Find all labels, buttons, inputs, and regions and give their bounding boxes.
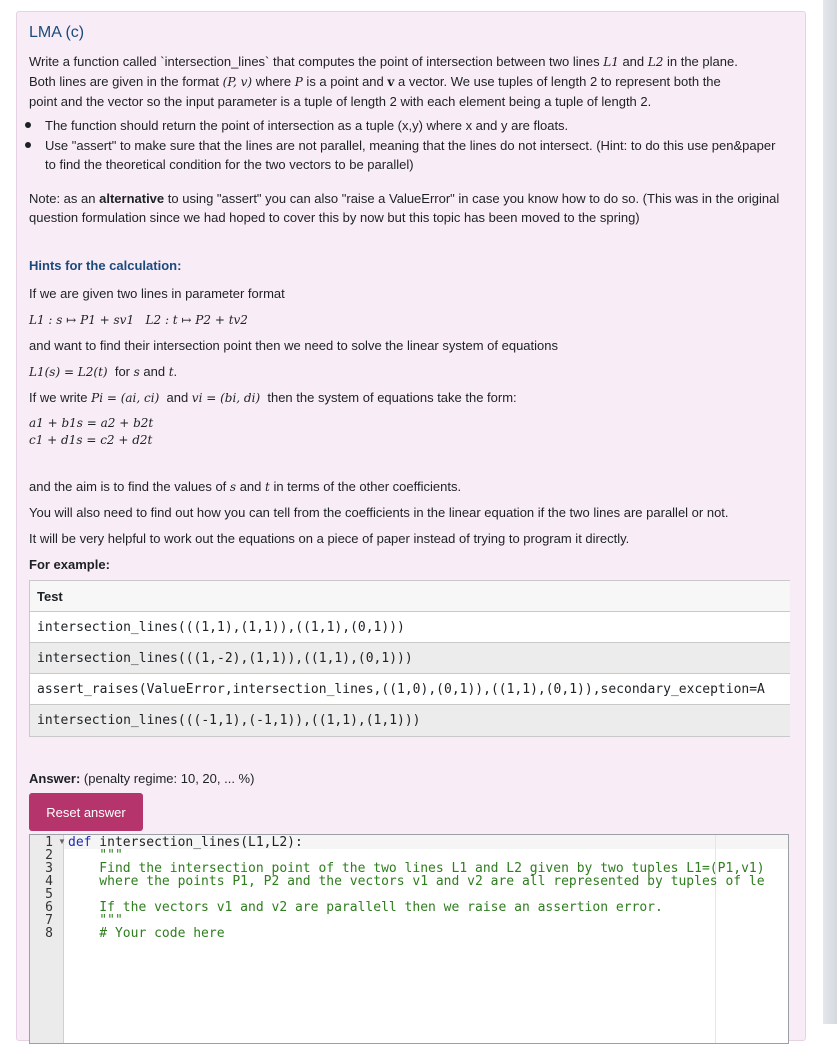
code-keyword: def — [68, 835, 92, 850]
question-title: LMA (c) — [29, 24, 85, 41]
list-item: The function should return the point of intersection as a tuple (x,y) where x and y are floats. — [29, 116, 785, 135]
intro-text: in the plane. — [663, 54, 738, 69]
math-p: P — [294, 75, 303, 89]
example-label: For example: — [29, 557, 110, 572]
code-line: If the vectors v1 and v2 are parallell then we raise an assertion error. — [68, 900, 663, 915]
math-vi: vi = (bi, di) — [191, 391, 261, 405]
write-text: and — [159, 390, 192, 405]
penalty-regime: (penalty regime: 10, 20, ... %) — [83, 771, 255, 786]
requirements-list — [29, 116, 785, 175]
intro-text: a vector. We use tuples of length 2 to represent both the — [394, 74, 721, 89]
code-line: # Your code here — [68, 926, 225, 941]
hints-heading: Hints for the calculation: — [29, 258, 182, 273]
system-equation-2: c1 + d1s = c2 + d2t — [29, 433, 153, 447]
line-number: 4 — [45, 874, 53, 889]
editor-gutter — [30, 835, 64, 1043]
line-number: 3 — [45, 861, 53, 876]
math-equation: L1(s) = L2(t) — [29, 365, 108, 379]
intro-text: Both lines are given in the format — [29, 74, 223, 89]
line-number: 8 — [45, 926, 53, 941]
intro-text: point and the vector so the input parameter is a tuple of length 2 with each element being a tuple of length 2. — [29, 94, 652, 109]
math-v: v — [387, 75, 395, 89]
equation-text: . — [173, 364, 178, 379]
paper-text: It will be very helpful to work out the equations on a piece of paper instead of trying to program it directly. — [29, 531, 630, 546]
line-number: 5 — [45, 887, 53, 902]
fold-arrow-icon[interactable]: ▼ — [58, 837, 66, 846]
table-row: assert_raises(ValueError,intersection_lines,((1,0),(0,1)),((1,1),(0,1)),secondary_exception=A — [30, 674, 790, 705]
code-line: where the points P1, P2 and the vectors v1 and v2 are all represented by tuples of le — [68, 874, 765, 889]
math-l1: L1 — [603, 55, 619, 69]
aim-part: in terms of the other coefficients. — [269, 479, 462, 494]
line-number: 2 — [45, 848, 53, 863]
math-pv: (P, v) — [222, 75, 253, 89]
reset-answer-button[interactable]: Reset answer — [29, 793, 143, 831]
parallel-text: You will also need to find out how you can tell from the coefficients in the linear equation if the two lines are parallel or not. — [29, 505, 729, 520]
line-number: 6 — [45, 900, 53, 915]
param-intro: If we are given two lines in parameter format — [29, 286, 285, 301]
line-number: 7 — [45, 913, 53, 928]
alternative-note — [29, 189, 787, 227]
code-line: Find the intersection point of the two lines L1 and L2 given by two tuples L1=(P1,v1) — [68, 861, 765, 876]
write-text: then the system of equations take the form: — [260, 390, 517, 405]
question-card — [16, 11, 806, 1041]
code-line: """ — [68, 848, 123, 863]
math-s: s — [229, 480, 237, 494]
page-scrollbar[interactable] — [823, 0, 837, 1024]
write-text: If we write — [29, 390, 92, 405]
aim-part: and the aim is to find the values of — [29, 479, 230, 494]
code-signature: intersection_lines(L1,L2): — [91, 835, 303, 850]
answer-label: Answer: — [29, 771, 81, 786]
aim-text — [29, 477, 461, 497]
math-s: s — [133, 365, 140, 379]
equation-line — [29, 362, 177, 382]
code-editor[interactable] — [29, 834, 789, 1044]
table-row: intersection_lines(((1,-2),(1,1)),((1,1),(0,1))) — [30, 643, 790, 674]
aim-part: and — [236, 479, 265, 494]
math-l2: L2 — [647, 55, 664, 69]
line-number: 1 — [45, 835, 53, 850]
write-line — [29, 388, 517, 408]
table-row: intersection_lines(((1,1),(1,1)),((1,1),(0,1))) — [30, 612, 790, 643]
math-t: t — [265, 480, 270, 494]
line-definitions: L1 : s ↦ P1 + sv1 L2 : t ↦ P2 + tv2 — [29, 313, 248, 327]
note-text: Note: as an — [29, 191, 100, 206]
intro-text: where — [252, 74, 295, 89]
math-t: t — [168, 365, 174, 379]
equation-text: and — [139, 364, 169, 379]
list-item: Use "assert" to make sure that the lines are not parallel, meaning that the lines do not intersect. (Hint: to do this use pen&paper to find the theoretical condition for the two vectors to be parallel) — [29, 136, 785, 174]
math-pi: Pi = (ai, ci) — [91, 391, 160, 405]
intro-text: and — [618, 54, 648, 69]
note-text: to using "assert" you can also "raise a ValueError" in case you know how to do so. (This was in the original question formulation since we had hoped to cover this by now but this topic has been moved to the spring) — [29, 191, 780, 225]
table-header: Test — [30, 581, 790, 612]
equation-text: for — [107, 364, 134, 379]
answer-line — [29, 771, 254, 786]
system-equation-1: a1 + b1s = a2 + b2t — [29, 416, 154, 430]
note-strong: alternative — [99, 191, 165, 206]
want-text: and want to find their intersection point then we need to solve the linear system of equations — [29, 338, 558, 353]
intro-text: is a point and — [302, 74, 388, 89]
test-table — [29, 580, 790, 737]
question-intro — [29, 52, 791, 111]
table-row: intersection_lines(((-1,1),(-1,1)),((1,1),(1,1))) — [30, 705, 790, 736]
code-line: """ — [68, 913, 123, 928]
intro-text: Write a function called `intersection_lines` that computes the point of intersection between two lines — [29, 54, 604, 69]
